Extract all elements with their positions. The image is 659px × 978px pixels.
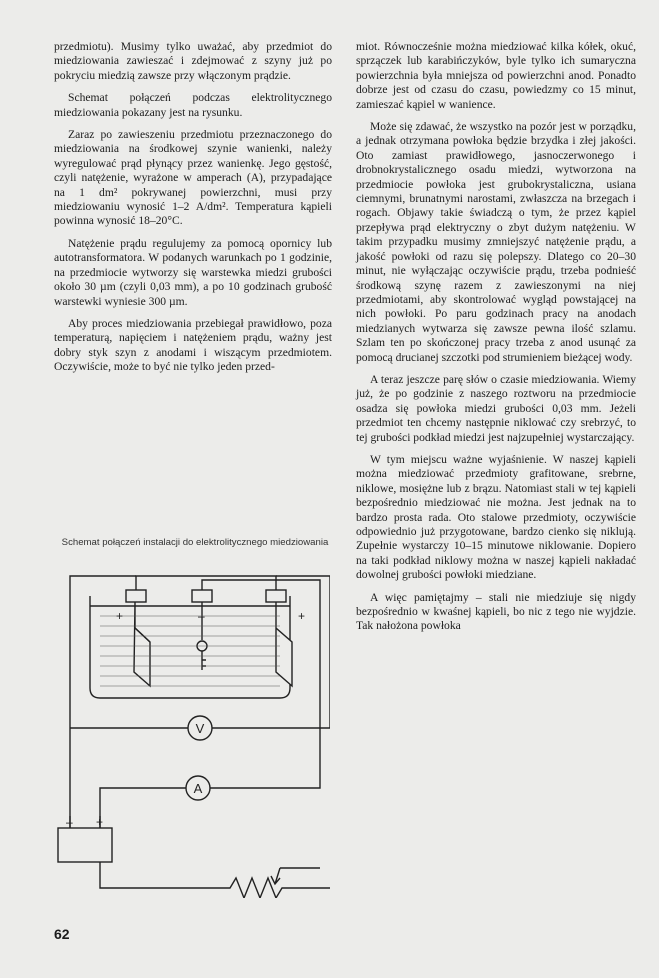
left-column xyxy=(54,40,332,383)
paragraph: Może się zdawać, że wszystko na pozór jest w porządku, a jednak otrzymana powłoka będzie brzydka i złej jakości. Oto zamiast prawidłowego, jasnoczerwonego i drobnokrystalicznego osadu miedzi, wytworzona na przedmiocie powłoka jest grubokrystaliczna, usiana ciemnymi, brunatnymi narostami, zwłaszcza na brzegach i rogach. Objawy takie świadczą o tym, że przez kąpiel przepływa prąd elektryczny o zbyt dużym natężeniu. W takim przypadku musimy zmniejszyć natężenie prądu, a jakość powłoki od razu się polepszy. Dlatego co 20–30 minut, nie wyłączając oczywiście prądu, trzeba podnieść środkową szynę razem z zawieszonymi na niej przedmiotami, aby skontrolować wygląd powstającej na nich powłoki. Po paru godzinach pracy na anodach miedzianych wytwarza się zawsze pewna ilość szlamu. Szlam ten po skończonej pracy trzeba z anod usunąć za pomocą drucianej szczotki pod strumieniem bieżącej wody. xyxy=(356,120,636,364)
electroplating-circuit-diagram xyxy=(30,568,330,898)
cathode-rail xyxy=(192,590,212,602)
paragraph: miot. Równocześnie można miedziować kilka kółek, okuć, sprzączek lub karabińczyków, byle tylko ich sumaryczna powierzchnia była mniejsza od powierzchni anod. Ponadto dobrze jest od czasu do czasu, powiedzmy co 15 minut, zamieszać kąpiel w wanience. xyxy=(356,40,636,111)
paragraph: Zaraz po zawieszeniu przedmiotu przeznaczonego do miedziowania na środkowej szynie wanienki, należy wyregulować prąd płynący przez wanienkę. Jego gęstość, czyli natężenie, wyrażone w amperach (A), przypadające na 1 dm² pokrywanej powierzchni, musi przy miedziowaniu wynosić 1–2 A/dm². Temperatura kąpieli powinna wynosić 18–20°C. xyxy=(54,128,332,228)
figure-caption: Schemat połączeń instalacji do elektrolitycznego miedziowania xyxy=(61,537,329,548)
ammeter-label: A xyxy=(193,781,203,796)
plus-sign: + xyxy=(96,815,104,829)
minus-sign: – xyxy=(66,815,73,829)
minus-sign: – xyxy=(198,609,205,623)
paragraph: A teraz jeszcze parę słów o czasie miedziowania. Wiemy już, że po godzinie z naszego roztworu na przedmiocie osadza się powłoka miedzi grubości 0,03 mm. Jeżeli przedmiot ten chcemy następnie niklować czy srebrzyć, to tej grubości podkład miedzi jest najzupełniej wystarczający. xyxy=(356,372,636,444)
paragraph: Aby proces miedziowania przebiegał prawidłowo, poza temperaturą, napięciem i natężeniem prądu, ważny jest dobry styk szyn z anodami i wiszącym przedmiotem. Oczywiście, może to być nie tylko jeden przed- xyxy=(54,316,332,374)
anode-rail-left xyxy=(126,590,146,602)
anode-rail-right xyxy=(266,590,286,602)
page-number: 62 xyxy=(54,926,70,942)
plus-sign: + xyxy=(298,609,306,623)
paragraph: przedmiotu). Musimy tylko uważać, aby przedmiot do miedziowania zawieszać i zdejmować z szyny już po pokryciu miedzią zawsze przy włączonym prądzie. xyxy=(54,40,332,82)
plus-sign: + xyxy=(116,609,124,623)
battery xyxy=(58,828,112,862)
paragraph: A więc pamiętajmy – stali nie miedziuje się nigdy bezpośrednio w kwaśnej kąpieli, bo nic z tego nie wyjdzie. Tak nałożona powłoka xyxy=(356,590,636,633)
anode-left xyxy=(134,602,150,686)
paragraph: Schemat połączeń podczas elektrolitycznego miedziowania pokazany jest na rysunku. xyxy=(54,91,332,119)
voltmeter-label: V xyxy=(195,721,205,736)
paragraph: W tym miejscu ważne wyjaśnienie. W naszej kąpieli można miedziować przedmioty grafitowane, srebrne, niklowe, mosiężne lub z brązu. Natomiast stali w tej kąpieli bezpośrednio miedziować nie można. Jest jednak na to bardzo prosta rada. Oto stalowe przedmioty, oczywiście odpowiednio już przygotowane, bardzo cienko się niklują. Zupełnie wystarczy 10–15 minutowe niklowanie. Dopiero na taki podkład niklowy można w naszej kąpieli nakładać dowolnej grubości powłoki miedziane. xyxy=(356,452,636,582)
rheostat-slider xyxy=(271,868,280,884)
right-column xyxy=(356,40,636,642)
paragraph: Natężenie prądu regulujemy za pomocą opornicy lub autotransformatora. W podanych warunkach po 1 godzinie, na przedmiocie wytworzy się warstewka miedzi grubości około 30 µm (czyli 0,03 mm), a po 10 godzinach grubość warstewki wyniesie 300 µm. xyxy=(54,236,332,308)
